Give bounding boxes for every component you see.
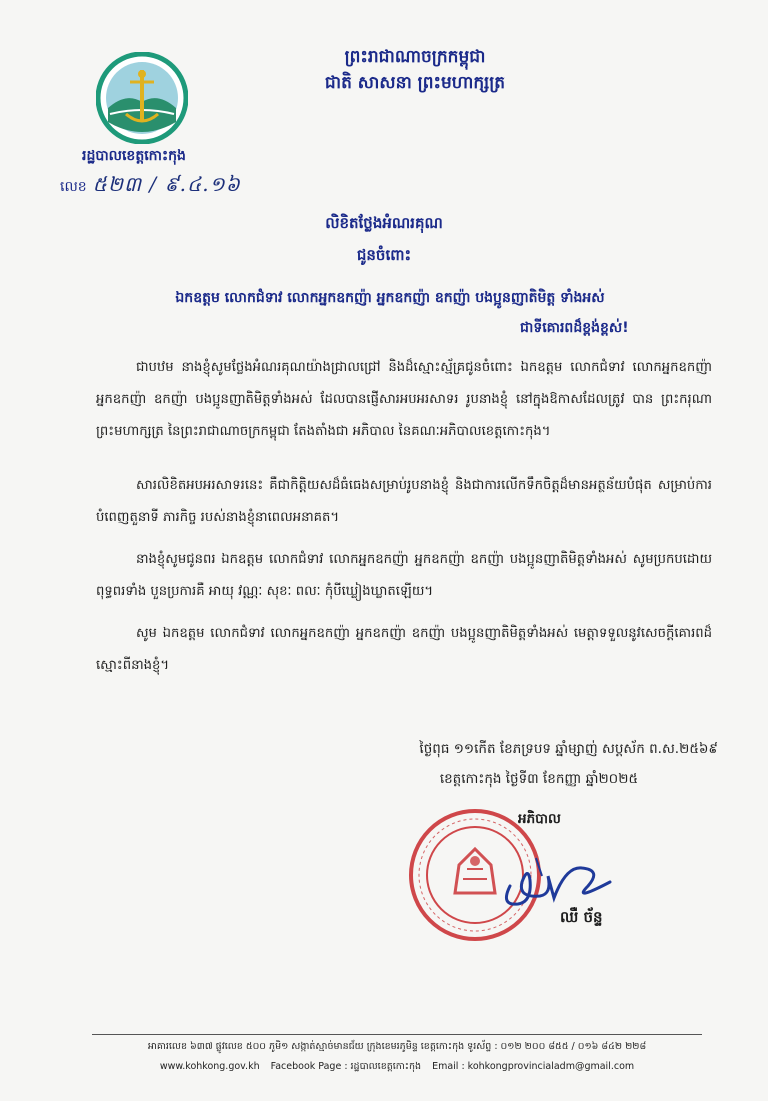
national-motto: ជាតិ សាសនា ព្រះមហាក្សត្រ [324,73,506,93]
solar-date: ខេត្តកោះកុង ថ្ងៃទី៣ ខែកញ្ញា ឆ្នាំ២០២៥ [439,771,638,787]
kingdom-heading [300,44,530,96]
reference-line [60,171,280,201]
kingdom-name: ព្រះរាជាណាចក្រកម្ពុជា [344,47,486,67]
handwritten-signature-icon [492,846,622,916]
addressee-label: ជូនចំពោះ [356,246,412,264]
signer-name: ឈឺ ច័ន្ទ [560,908,603,926]
body-paragraph-4: សូម ឯកឧត្តម លោកជំទាវ លោកអ្នកឧកញ៉ា អ្នកឧកញ៉ា ឧកញ៉ា បងប្អូនញាតិមិត្តទាំងអស់ មេត្តាទទួលនូវសេចក្តីគោរពដ៏ស្មោះពីនាងខ្ញុំ។ [96,626,712,673]
lunar-date: ថ្ងៃពុធ ១១កើត ខែភទ្របទ ឆ្នាំម្សាញ់ សប្តស័ក ព.ស.២៥៦៩ [419,741,718,757]
recipients-salutation: ជាទីគោរពដ៏ខ្ពង់ខ្ពស់! [520,320,629,336]
reference-number: ៥២៣ / ៩.៤.១៦ [92,172,241,196]
footer-email[interactable]: Email : kohkongprovincialadm@gmail.com [432,1061,635,1072]
issuer-block [60,146,280,201]
org-name: រដ្ឋបាលខេត្តកោះកុង [82,148,186,164]
recipients-line: ឯកឧត្តម លោកជំទាវ លោកអ្នកឧកញ៉ា អ្នកឧកញ៉ា ឧកញ៉ា បងប្អូនញាតិមិត្ត ទាំងអស់ [175,290,605,306]
body-paragraph-3: នាងខ្ញុំសូមជូនពរ ឯកឧត្តម លោកជំទាវ លោកអ្នកឧកញ៉ា អ្នកឧកញ៉ា ឧកញ៉ា បងប្អូនញាតិមិត្តទាំងអស់ សូមប្រកបដោយពុទ្ធពរទាំង បួនប្រការគឺ អាយុ វណ្ណៈ សុខៈ ពលៈ កុំបីឃ្លៀងឃ្លាតឡើយ។ [96,552,712,599]
footer-contacts [92,1060,702,1074]
footer-website-link[interactable]: www.kohkong.gov.kh [159,1061,260,1072]
signer-role: អភិបាល [518,811,561,827]
letter-title: លិខិតថ្លែងអំណរគុណ [325,214,443,232]
footer-address: អាគារលេខ ៦៣៧ ផ្លូវលេខ ៥០០ ភូមិ១ សង្កាត់ស្មាច់មានជ័យ ក្រុងខេមរភូមិន្ទ ខេត្តកោះកុង ទូរស័ព្ទ : ០១២ ២០០ ៨៥៥ / ០១៦ ៨៤២ ២២៨ [147,1041,647,1052]
footer-facebook: Facebook Page : រដ្ឋបាលខេត្តកោះកុង [270,1061,422,1072]
letter-body [96,352,712,692]
body-paragraph-1: ជាបឋម នាងខ្ញុំសូមថ្លែងអំណរគុណយ៉ាងជ្រាលជ្រៅ និងដ៏ស្មោះស្ម័គ្រជូនចំពោះ ឯកឧត្តម លោកជំទាវ លោកអ្នកឧកញ៉ា អ្នកឧកញ៉ា ឧកញ៉ា បងប្អូនញាតិមិត្តទាំងអស់ ដែលបានផ្ញើសារអបអរសាទរ រូបនាងខ្ញុំ នៅក្នុងឱកាសដែលត្រូវ បាន ព្រះករុណា ព្រះមហាក្សត្រ នៃព្រះរាជាណាចក្រកម្ពុជា តែងតាំងជា អភិបាល នៃគណៈអភិបាលខេត្តកោះកុង។ [96,360,712,439]
reference-label: លេខ [60,179,87,195]
provincial-logo-icon [96,52,188,144]
footer-divider [92,1034,702,1035]
body-paragraph-2: សារលិខិតអបអរសាទរនេះ គឺជាកិត្តិយសដ៏ធំធេងសម្រាប់រូបនាងខ្ញុំ និងជាការលើកទឹកចិត្តដ៏មានអត្ថន័យបំផុត សម្រាប់ការបំពេញតួនាទី ភារកិច្ច របស់នាងខ្ញុំនាពេលអនាគត។ [96,478,712,525]
